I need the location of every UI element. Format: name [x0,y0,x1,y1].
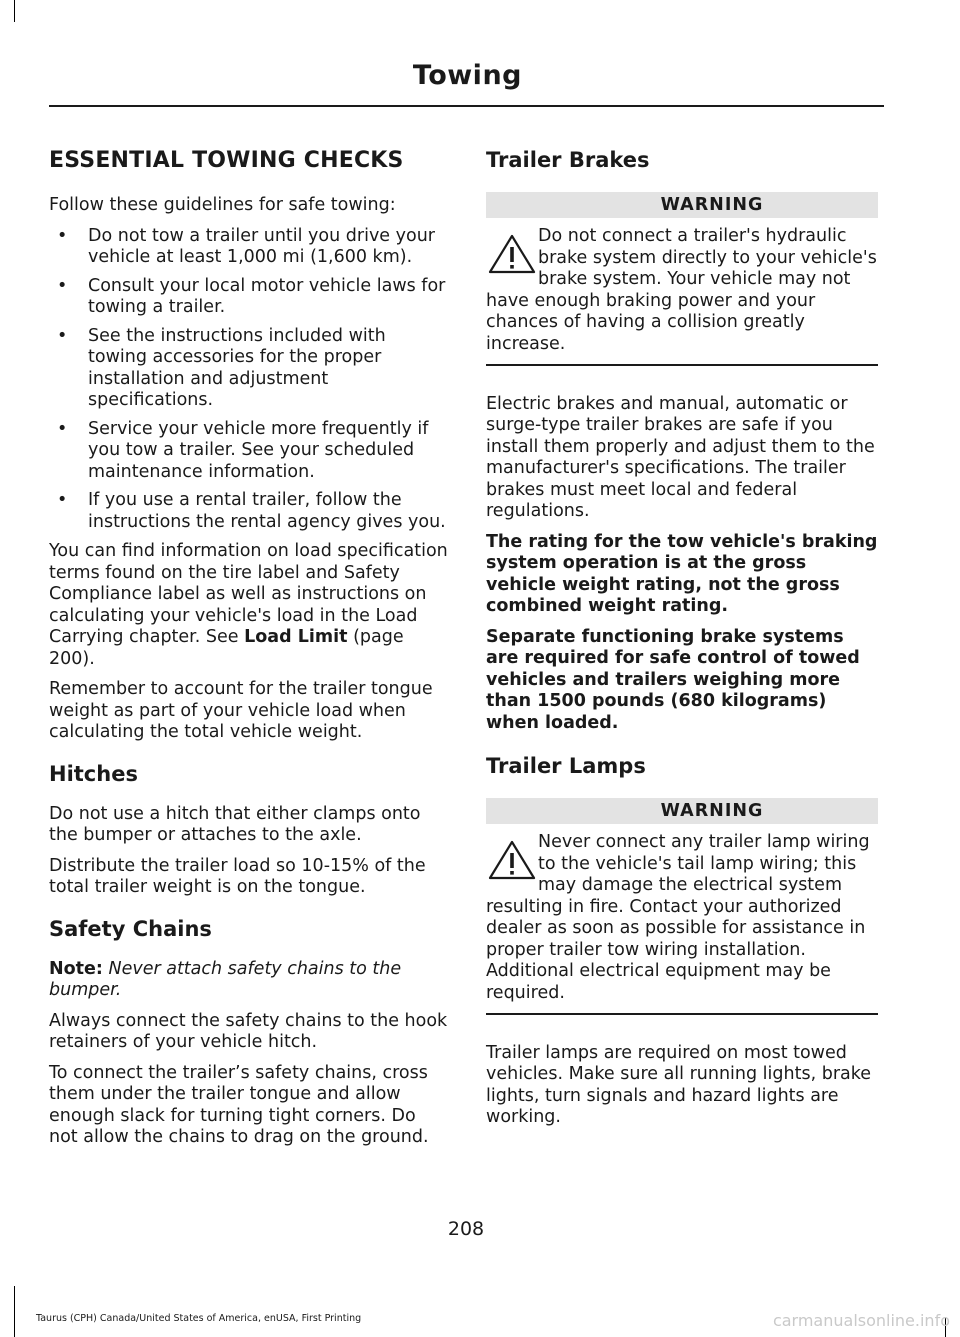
header-divider [49,105,884,107]
left-column [49,140,449,1158]
document-info: Taurus (CPH) Canada/United States of America, enUSA, First Printing [36,1313,362,1324]
crop-mark [14,1286,15,1337]
warning-banner: WARNING [486,798,878,824]
lamps-warning: Never connect any trailer lamp wiring to the vehicle's tail lamp wiring; this may damage the electrical system resulting in fire. Contact your authorized dealer as soon as possible for assistance in proper trailer tow wiring installation. Additional electrical equipment may be required. [486,832,870,1003]
hitches-paragraph: Distribute the trailer load so 10-15% of the total trailer weight is on the tongue. [49,855,426,897]
page-title: Towing [412,60,522,91]
warning-divider [486,1013,878,1015]
chains-note: Note: Never attach safety chains to the bumper. [49,958,402,1000]
list-item: • See the instructions included with towing accessories for the proper installation and adjustment specifications. [57,325,386,410]
load-info-paragraph: You can find information on load specification terms found on the tire label and Safety Compliance label as well as instructions on calculating your vehicle's load in the Load Carrying chapter. See Load Limit (page 200). [49,541,448,669]
trailer-lamps-heading: Trailer Lamps [486,754,646,778]
guideline-list [49,226,449,534]
tongue-weight-paragraph: Remember to account for the trailer tongue weight as part of your vehicle load when calculating the total vehicle weight. [49,679,433,742]
list-item: • Do not tow a trailer until you drive your vehicle at least 1,000 mi (1,600 km). [57,225,435,267]
brakes-bold-paragraph: The rating for the tow vehicle's braking system operation is at the gross vehicle weight rating, not the gross combined weight rating. [486,531,878,616]
warning-triangle-icon [486,232,538,278]
trailer-brakes-heading: Trailer Brakes [486,148,650,172]
hitches-paragraph: Do not use a hitch that either clamps onto the bumper or attaches to the axle. [49,803,421,845]
lamps-paragraph: Trailer lamps are required on most towed vehicles. Make sure all running lights, brake lights, turn signals and hazard lights are working. [486,1042,872,1127]
warning-triangle-icon [486,838,538,884]
right-column [486,140,878,1138]
list-item: • Service your vehicle more frequently if you tow a trailer. See your scheduled maintenance information. [57,418,429,482]
warning-divider [486,364,878,366]
chains-paragraph: To connect the trailer’s safety chains, cross them under the trailer tongue and allow enough slack for turning tight corners. Do not allow the chains to drag on the ground. [49,1062,429,1147]
hitches-heading: Hitches [49,761,138,786]
crop-mark [14,0,15,22]
section-heading: ESSENTIAL TOWING CHECKS [49,148,404,173]
list-item: • Consult your local motor vehicle laws for towing a trailer. [57,275,446,317]
load-limit-link[interactable]: Load Limit [244,627,348,647]
safety-chains-heading: Safety Chains [49,916,212,941]
watermark: carmanualsonline.info [772,1311,950,1330]
list-item: • If you use a rental trailer, follow the instructions the rental agency gives you. [57,490,446,532]
brakes-warning: Do not connect a trailer's hydraulic brake system directly to your vehicle's brake system. Your vehicle may not have enough braking power and your chances of having a collision greatly increase. [486,226,877,354]
warning-banner: WARNING [486,192,878,218]
chains-paragraph: Always connect the safety chains to the hook retainers of your vehicle hitch. [49,1010,448,1052]
intro-text: Follow these guidelines for safe towing: [49,195,396,215]
brakes-paragraph: Electric brakes and manual, automatic or surge-type trailer brakes are safe if you install them properly and adjust them to the manufacturer's specifications. The trailer brakes must meet local and federal regulations. [486,393,875,521]
brakes-bold-paragraph: Separate functioning brake systems are required for safe control of towed vehicles and trailers weighing more than 1500 pounds (680 kilograms) when loaded. [486,626,860,733]
page-number: 208 [447,1218,485,1240]
